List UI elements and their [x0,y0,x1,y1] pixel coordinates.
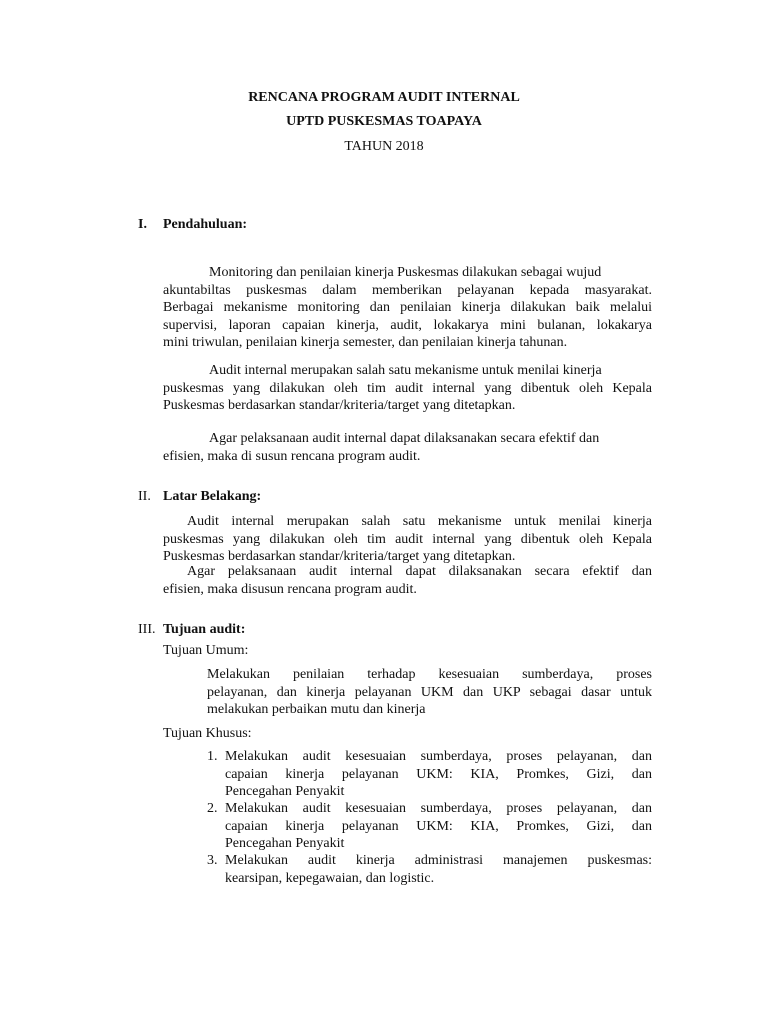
paragraph-line: akuntabiltas puskesmas dalam memberikan pelayanan kepada masyarakat. [163,282,652,298]
list-item-number: 2. [207,801,218,816]
paragraph-line: efisien, maka di susun rencana program audit. [163,448,421,464]
section-3-numeral: III. [138,622,156,637]
paragraph-line: puskesmas yang dilakukan oleh tim audit internal yang dibentuk oleh Kepala [163,531,652,547]
tujuan-khusus-item-1 [207,748,652,801]
list-item-number: 3. [207,853,218,868]
doc-title-line-2: UPTD PUSKESMAS TOAPAYA [286,114,482,129]
paragraph-line: efisien, maka disusun rencana program audit. [163,581,417,597]
section-1-numeral: I. [138,217,147,232]
tujuan-umum-text [207,666,652,719]
paragraph-line: Agar pelaksanaan audit internal dapat dilaksanakan secara efektif dan [209,431,600,446]
paragraph-line: pelayanan, dan kinerja pelayanan UKM dan UKP sebagai dasar untuk [207,684,652,700]
section-2-heading: Latar Belakang: [163,489,262,504]
paragraph-line: Monitoring dan penilaian kinerja Puskesmas dilakukan sebagai wujud [209,265,602,280]
section-3-heading: Tujuan audit: [163,622,246,637]
section-2-paragraph-1 [163,513,652,566]
list-item-line: capaian kinerja pelayanan UKM: KIA, Promkes, Gizi, dan [225,766,652,782]
paragraph-line: Agar pelaksanaan audit internal dapat dilaksanakan secara efektif dan [187,564,652,579]
list-item-number: 1. [207,749,218,764]
doc-title-year: TAHUN 2018 [344,139,424,154]
section-1-paragraph-3 [163,430,652,465]
list-item-line: Melakukan audit kinerja administrasi manajemen puskesmas: [225,853,652,868]
paragraph-line: melakukan perbaikan mutu dan kinerja [207,702,426,717]
list-item-line: kearsipan, kepegawaian, dan logistic. [225,870,435,886]
section-1-heading: Pendahuluan: [163,217,248,232]
list-item-line: Pencegahan Penyakit [225,784,345,799]
paragraph-line: mini triwulan, penilaian kinerja semester, dan penilaian kinerja tahunan. [163,335,568,350]
tujuan-khusus-item-2 [207,800,652,853]
paragraph-line: Melakukan penilaian terhadap kesesuaian sumberdaya, proses [207,667,652,682]
section-2-numeral: II. [138,489,151,504]
list-item-line: Melakukan audit kesesuaian sumberdaya, proses pelayanan, dan [225,801,652,816]
list-item-line: Melakukan audit kesesuaian sumberdaya, proses pelayanan, dan [225,749,652,764]
paragraph-line: puskesmas yang dilakukan oleh tim audit internal yang dibentuk oleh Kepala [163,380,652,396]
section-1-paragraph-1 [163,264,652,352]
section-2-paragraph-2 [163,563,652,598]
tujuan-umum-label: Tujuan Umum: [163,643,249,658]
paragraph-line: Audit internal merupakan salah satu mekanisme untuk menilai kinerja [209,363,602,378]
doc-title-line-1: RENCANA PROGRAM AUDIT INTERNAL [248,90,520,105]
paragraph-line: Puskesmas berdasarkan standar/kriteria/target yang ditetapkan. [163,549,516,564]
paragraph-line: Berbagai mekanisme monitoring dan penilaian kinerja dilakukan baik melalui [163,300,652,315]
section-1-paragraph-2 [163,362,652,415]
paragraph-line: Audit internal merupakan salah satu mekanisme untuk menilai kinerja [187,514,652,529]
tujuan-khusus-item-3 [207,852,652,887]
list-item-line: Pencegahan Penyakit [225,836,345,851]
tujuan-khusus-label: Tujuan Khusus: [163,726,252,741]
list-item-line: capaian kinerja pelayanan UKM: KIA, Promkes, Gizi, dan [225,818,652,834]
paragraph-line: Puskesmas berdasarkan standar/kriteria/target yang ditetapkan. [163,398,516,413]
paragraph-line: supervisi, laporan capaian kinerja, audit, lokakarya mini bulanan, lokakarya [163,317,652,333]
